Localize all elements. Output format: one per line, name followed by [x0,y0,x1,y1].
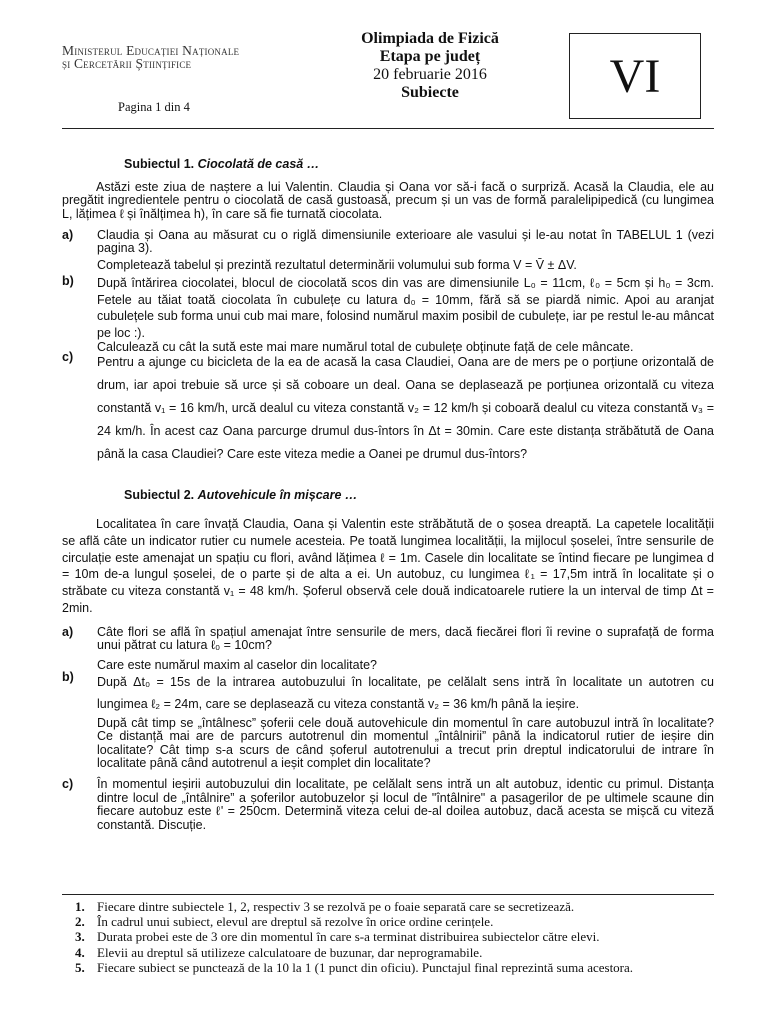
part-c-label: c) [62,777,74,791]
page-number: Pagina 1 din 4 [118,100,190,114]
header-divider [62,128,714,129]
stage-title: Etapa pe județ [379,48,481,65]
subject-1-part-c [62,351,714,466]
subject-2-part-c [62,778,714,832]
part-a-label: a) [62,625,74,639]
part-b-questions: După cât timp se „întâlnesc” șoferii cele două autovehicule din momentul în care autobuzul intră în localitate? Ce distanță mai are de parcurs autotrenul din momentul „întâlnirii” până la indicatorul rutier de ieșire din localitate? Cât timp s-a scurs de când șoferul autotrenului a trecut prin dreptul indicatorului de intrare în localitate până când autotrenul a ieșit complet din localitate? [97,716,714,771]
part-b-text: După întărirea ciocolatei, blocul de ciocolată scos din vas are dimensiunile L₀ = 11cm, ℓ₀ = 5cm și h₀ = 3cm. Fetele au tăiat toată ciocolata în cubulețe cu latura d₀ = 10mm, fără să se piardă nimic. Apoi au aranjat cubulețele sub forma unui cub mai mare, folosind numărul maxim posibil de cubulețe, iar pe restul le-au mâncat pe loc :). [97,276,714,340]
part-a-instruction: Completează tabelul și prezintă rezultatul determinării volumului sub forma V = V̄ ± ΔV. [97,257,577,272]
subject-2-part-a [62,626,714,672]
subjects-title: Subiecte [401,84,459,101]
note-item: 5. Fiecare subiect se punctează de la 10 la 1 (1 punct din oficiu). Punctajul final reprezintă suma acestora. [75,959,634,975]
part-b-label: b) [62,670,74,684]
subject-2-title: Subiectul 2. Autovehicule în mișcare … [124,488,358,502]
part-a-question: Care este numărul maxim al caselor din localitate? [97,657,377,672]
ministry-name [62,44,332,70]
exam-header [330,30,530,102]
footer-notes [75,899,715,975]
subject-1-part-b [62,275,714,354]
subject-2-part-b [62,671,714,771]
part-a-text: Câte flori se află în spațiul amenajat între sensurile de mers, dacă fiecărei flori îi revine o suprafață de forma unui pătrat cu latura ℓ₀ = 10cm? [97,625,714,653]
subject-1-part-a [62,229,714,272]
part-b-text: După Δt₀ = 15s de la intrarea autobuzului în localitate, pe celălalt sens intră în localitate un autotren cu lungimea ℓ₂ = 24m, care se deplasează cu viteza constantă v₂ = 36 km/h până la ieșire. [97,675,714,711]
olympiad-title: Olimpiada de Fizică [361,30,499,47]
part-c-text: Pentru a ajunge cu bicicleta de la ea de acasă la casa Claudiei, Oana are de mers pe o porțiune orizontală de drum, iar apoi trebuie să urce și să coboare un deal. Oana se deplasează pe porțiunea orizontală cu viteza constantă v₁ = 16 km/h, urcă dealul cu viteza constantă v₂ = 12 km/h și coboară dealul cu viteza constantă v₃ = 24 km/h. În acest caz Oana parcurge drumul dus-întors în Δt = 30min. Care este distanța străbătută de Oana până la casa Claudiei? Care este viteza medie a Oanei pe drumul dus-întors? [97,355,714,461]
part-a-text: Claudia și Oana au măsurat cu o riglă dimensiunile exterioare ale vasului și le-au notat în TABELUL 1 (vezi pagina 3). [97,228,714,256]
note-item: 2. În cadrul unui subiect, elevul are dreptul să rezolve în orice ordine cerințele. [75,913,494,929]
ministry-line-2: și Cercetării Științifice [62,56,192,71]
part-b-label: b) [62,274,74,288]
subject-1-title: Subiectul 1. Ciocolată de casă … [124,157,320,171]
footer-divider [62,894,714,895]
part-a-label: a) [62,228,74,242]
ministry-line-1: Ministerul Educației Naționale [62,43,240,58]
grade-box: VI [569,33,701,119]
note-item: 1. Fiecare dintre subiectele 1, 2, respectiv 3 se rezolvă pe o foaie separată care se secretizează. [75,898,575,914]
note-item: 4. Elevii au dreptul să utilizeze calculatoare de buzunar, dar neprogramabile. [75,944,483,960]
part-c-text: În momentul ieșirii autobuzului din localitate, pe celălalt sens intră un alt autobuz, identic cu primul. Distanța dintre locul de „întâlnire” a șoferilor autobuzelor și locul de "întâlnire" a pasagerilor de pe ultimele scaune din fiecare autobuz este ℓ' = 250cm. Determină viteza celui de-al doilea autobuz, dacă acesta se mișcă cu viteză constantă. Discuție. [97,777,714,832]
part-c-label: c) [62,350,74,364]
subject-2-intro: Localitatea în care învață Claudia, Oana și Valentin este străbătută de o șosea dreaptă. La capetele localității se află câte un indicator rutier cu numele acesteia. Pe toată lungimea localității, la mijlocul șoselei, între sensurile de circulație este amenajat un spațiu cu flori, având lățimea ℓ = 1m. Casele din localitate se întind fiecare pe lungimea d = 10m de-a lungul șoselei, de o parte și de alta a ei. Un autobuz, cu lungimea ℓ₁ = 17,5m intră în localitate și o străbate cu viteza constantă v₁ = 48 km/h. Șoferul observă cele două indicatoarele rutiere la un interval de timp Δt = 2min. [62,517,714,615]
exam-date: 20 februarie 2016 [373,66,487,83]
note-item: 3. Durata probei este de 3 ore din momentul în care s-a terminat distribuirea subiectelor către elevi. [75,929,600,945]
part-b-question: Calculează cu cât la sută este mai mare numărul total de cubulețe obținute față de cele mâncate. [97,340,634,354]
subject-1-intro: Astăzi este ziua de naștere a lui Valentin. Claudia și Oana vor să-i facă o surpriză. Acasă la Claudia, ele au pregătit ingredientele pentru o ciocolată de casă gustoasă, precum și un vas de formă paralelipipedică (cu lungimea L, lățimea ℓ și înălțimea h), în care să fie turnată ciocolata. [62,180,714,221]
